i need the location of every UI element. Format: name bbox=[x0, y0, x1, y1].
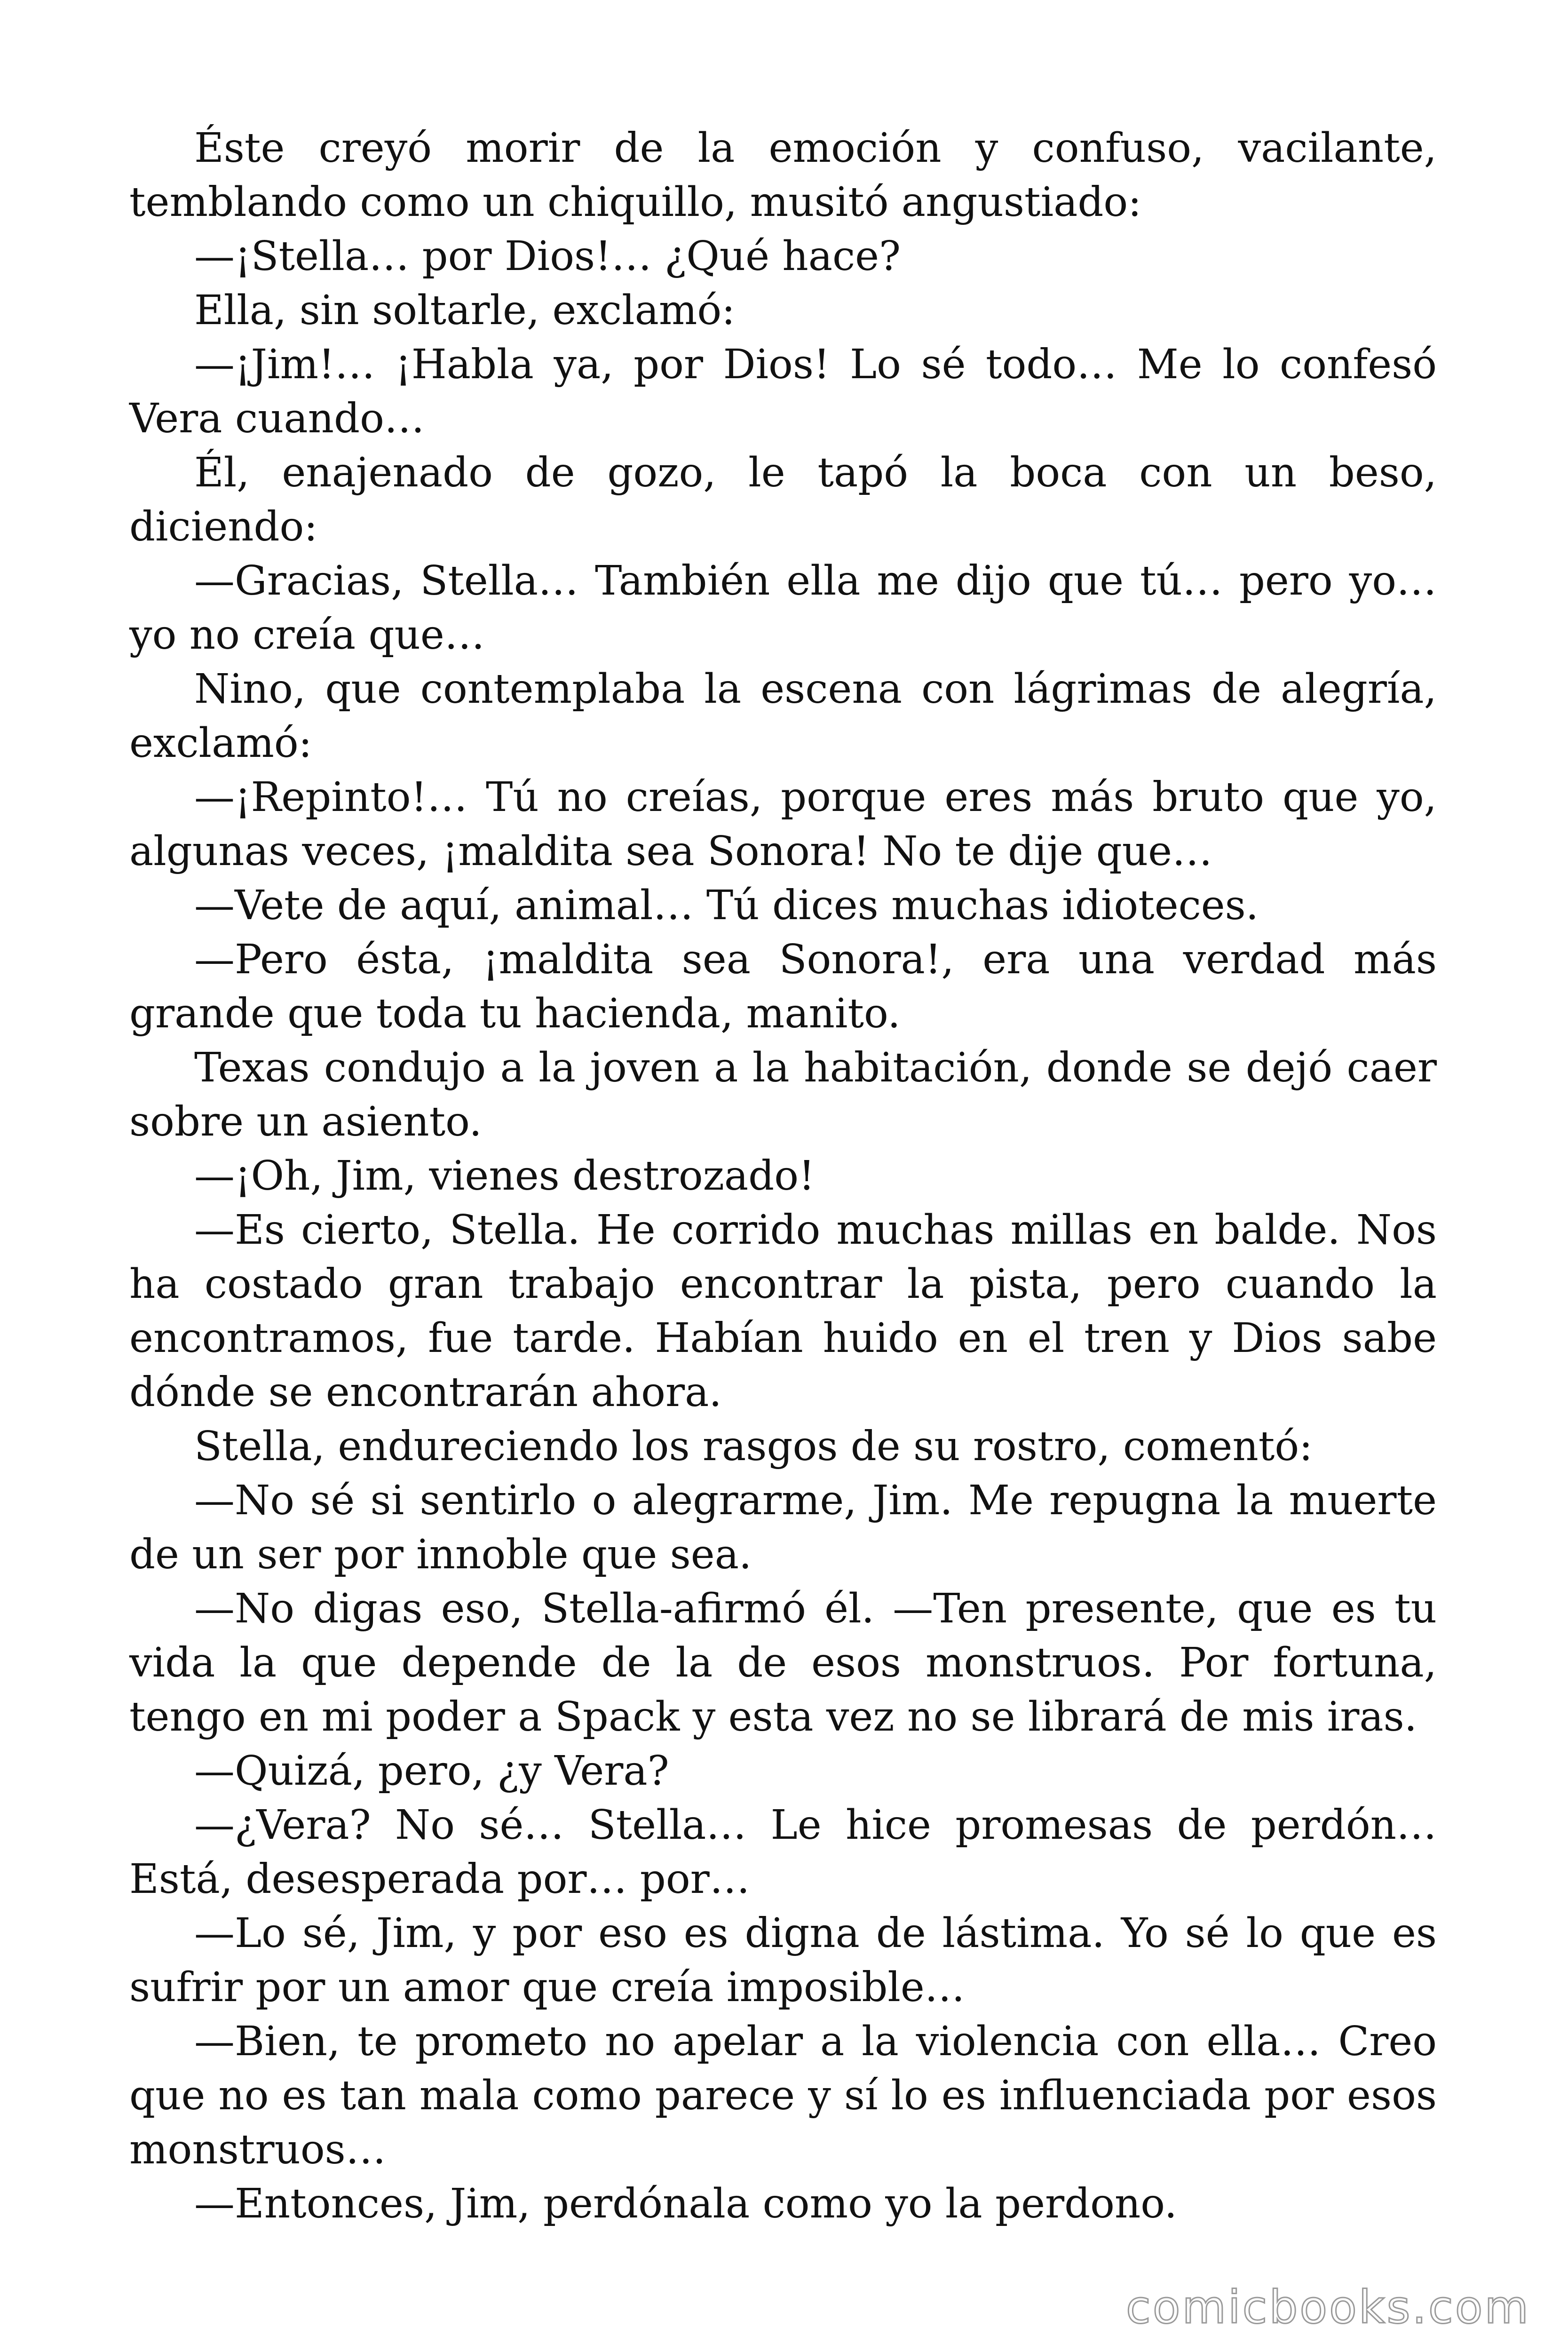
paragraph: Nino, que contemplaba la escena con lágrimas de alegría, exclamó: bbox=[129, 666, 1437, 767]
watermark: comicbooks.com bbox=[1125, 2281, 1530, 2334]
paragraph: —Lo sé, Jim, y por eso es digna de lástima. Yo sé lo que es sufrir por un amor que creía imposible… bbox=[129, 1910, 1437, 2011]
paragraph: —¡Oh, Jim, vienes destrozado! bbox=[194, 1152, 815, 1200]
paragraph: Éste creyó morir de la emoción y confuso, vacilante, temblando como un chiquillo, musitó angustiado: bbox=[129, 125, 1437, 226]
paragraph: —¡Stella… por Dios!… ¿Qué hace? bbox=[194, 233, 901, 280]
paragraph: —¡Jim!… ¡Habla ya, por Dios! Lo sé todo… Me lo confesó Vera cuando… bbox=[129, 341, 1437, 442]
paragraph: —Es cierto, Stella. He corrido muchas millas en balde. Nos ha costado gran trabajo encontrar la pista, pero cuando la encontramos, fue tarde. Habían huido en el tren y Dios sabe dónde se encontrarán ahora. bbox=[129, 1207, 1437, 1416]
paragraph: —Pero ésta, ¡maldita sea Sonora!, era una verdad más grande que toda tu hacienda, manito. bbox=[129, 936, 1437, 1037]
paragraph: —¡Repinto!… Tú no creías, porque eres más bruto que yo, algunas veces, ¡maldita sea Sonora! No te dije que… bbox=[129, 774, 1437, 875]
paragraph: Texas condujo a la joven a la habitación, donde se dejó caer sobre un asiento. bbox=[129, 1044, 1437, 1145]
paragraph: —Vete de aquí, animal… Tú dices muchas idioteces. bbox=[194, 882, 1259, 929]
paragraph: —¿Vera? No sé… Stella… Le hice promesas de perdón… Está, desesperada por… por… bbox=[129, 1802, 1437, 1903]
body-text bbox=[129, 121, 1437, 2231]
paragraph: —Gracias, Stella… También ella me dijo que tú… pero yo… yo no creía que… bbox=[129, 557, 1437, 659]
paragraph: Él, enajenado de gozo, le tapó la boca con un beso, diciendo: bbox=[129, 449, 1437, 550]
paragraph: Stella, endureciendo los rasgos de su rostro, comentó: bbox=[194, 1423, 1313, 1470]
paragraph: Ella, sin soltarle, exclamó: bbox=[194, 287, 736, 334]
paragraph: —Entonces, Jim, perdónala como yo la perdono. bbox=[194, 2180, 1177, 2227]
paragraph: —Bien, te prometo no apelar a la violencia con ella… Creo que no es tan mala como parece y sí lo es influenciada por esos monstruos… bbox=[129, 2018, 1437, 2173]
paragraph: —Quizá, pero, ¿y Vera? bbox=[194, 1748, 669, 1795]
paragraph: —No sé si sentirlo o alegrarme, Jim. Me repugna la muerte de un ser por innoble que sea. bbox=[129, 1477, 1437, 1578]
paragraph: —No digas eso, Stella-afirmó él. —Ten presente, que es tu vida la que depende de la de esos monstruos. Por fortuna, tengo en mi poder a Spack y esta vez no se librará de mis iras. bbox=[129, 1585, 1437, 1740]
